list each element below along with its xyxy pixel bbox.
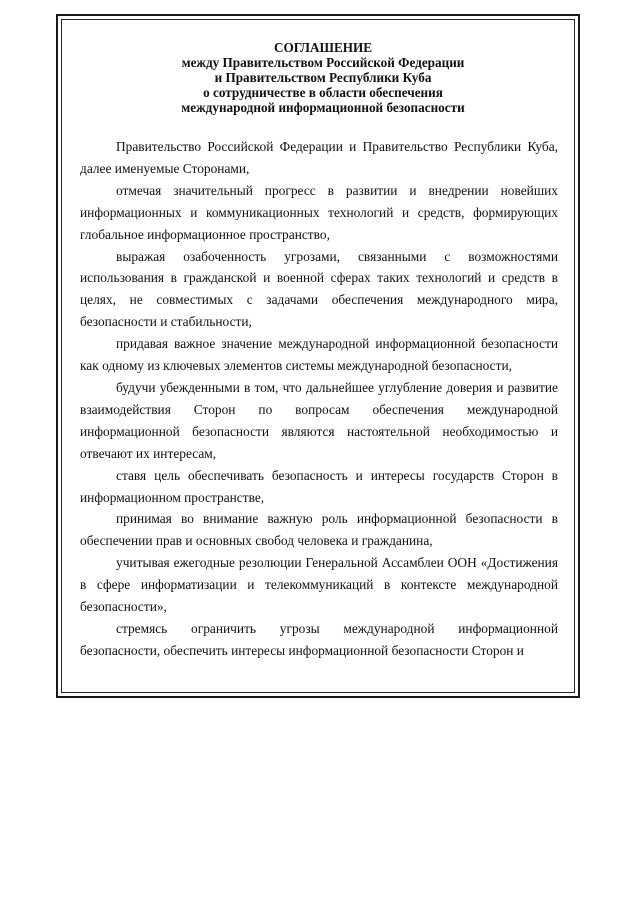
preamble-paragraph-6: ставя цель обеспечивать безопасность и интересы государств Сторон в информационном пространстве,: [80, 467, 558, 505]
heading-line-5: международной информационной безопасности: [181, 100, 465, 115]
heading-title: СОГЛАШЕНИЕ: [273, 40, 373, 55]
preamble-paragraph-7: принимая во внимание важную роль информационной безопасности в обеспечении прав и основных свобод человека и гражданина,: [80, 511, 558, 549]
preamble-paragraph-8: учитывая ежегодные резолюции Генеральной Ассамблеи ООН «Достижения в сфере информатизации и телекоммуникаций в контексте международной безопасности»,: [80, 555, 558, 615]
preamble-paragraph-4: придавая важное значение международной информационной безопасности как одному из ключевых элементов системы международной безопасности,: [80, 336, 558, 374]
document-heading: [88, 40, 558, 115]
preamble-paragraph-1: Правительство Российской Федерации и Правительство Республики Куба, далее именуемые Сторонами,: [80, 139, 558, 176]
document-content: [80, 40, 558, 662]
preamble-paragraph-9: стремясь ограничить угрозы международной информационной безопасности, обеспечить интересы информационной безопасности Сторон и: [80, 620, 558, 658]
heading-line-3: и Правительством Республики Куба: [214, 70, 432, 85]
preamble-paragraph-5: будучи убежденными в том, что дальнейшее углубление доверия и развитие взаимодействия Сторон по вопросам обеспечения международной информационной безопасности являются настоятельной необходимостью и отвечают их интересам,: [80, 379, 558, 461]
heading-line-4: о сотрудничестве в области обеспечения: [203, 85, 443, 100]
preamble-paragraph-2: отмечая значительный прогресс в развитии и внедрении новейших информационных и коммуникационных технологий и средств, формирующих глобальное информационное пространство,: [80, 182, 558, 242]
heading-line-2: между Правительством Российской Федерации: [181, 55, 465, 70]
preamble-paragraph-3: выражая озабоченность угрозами, связанными с возможностями использования в гражданской и военной сферах таких технологий и средств в целях, не совместимых с задачами обеспечения международного мира, безопасности и стабильности,: [80, 248, 558, 330]
document-body: [80, 136, 558, 662]
